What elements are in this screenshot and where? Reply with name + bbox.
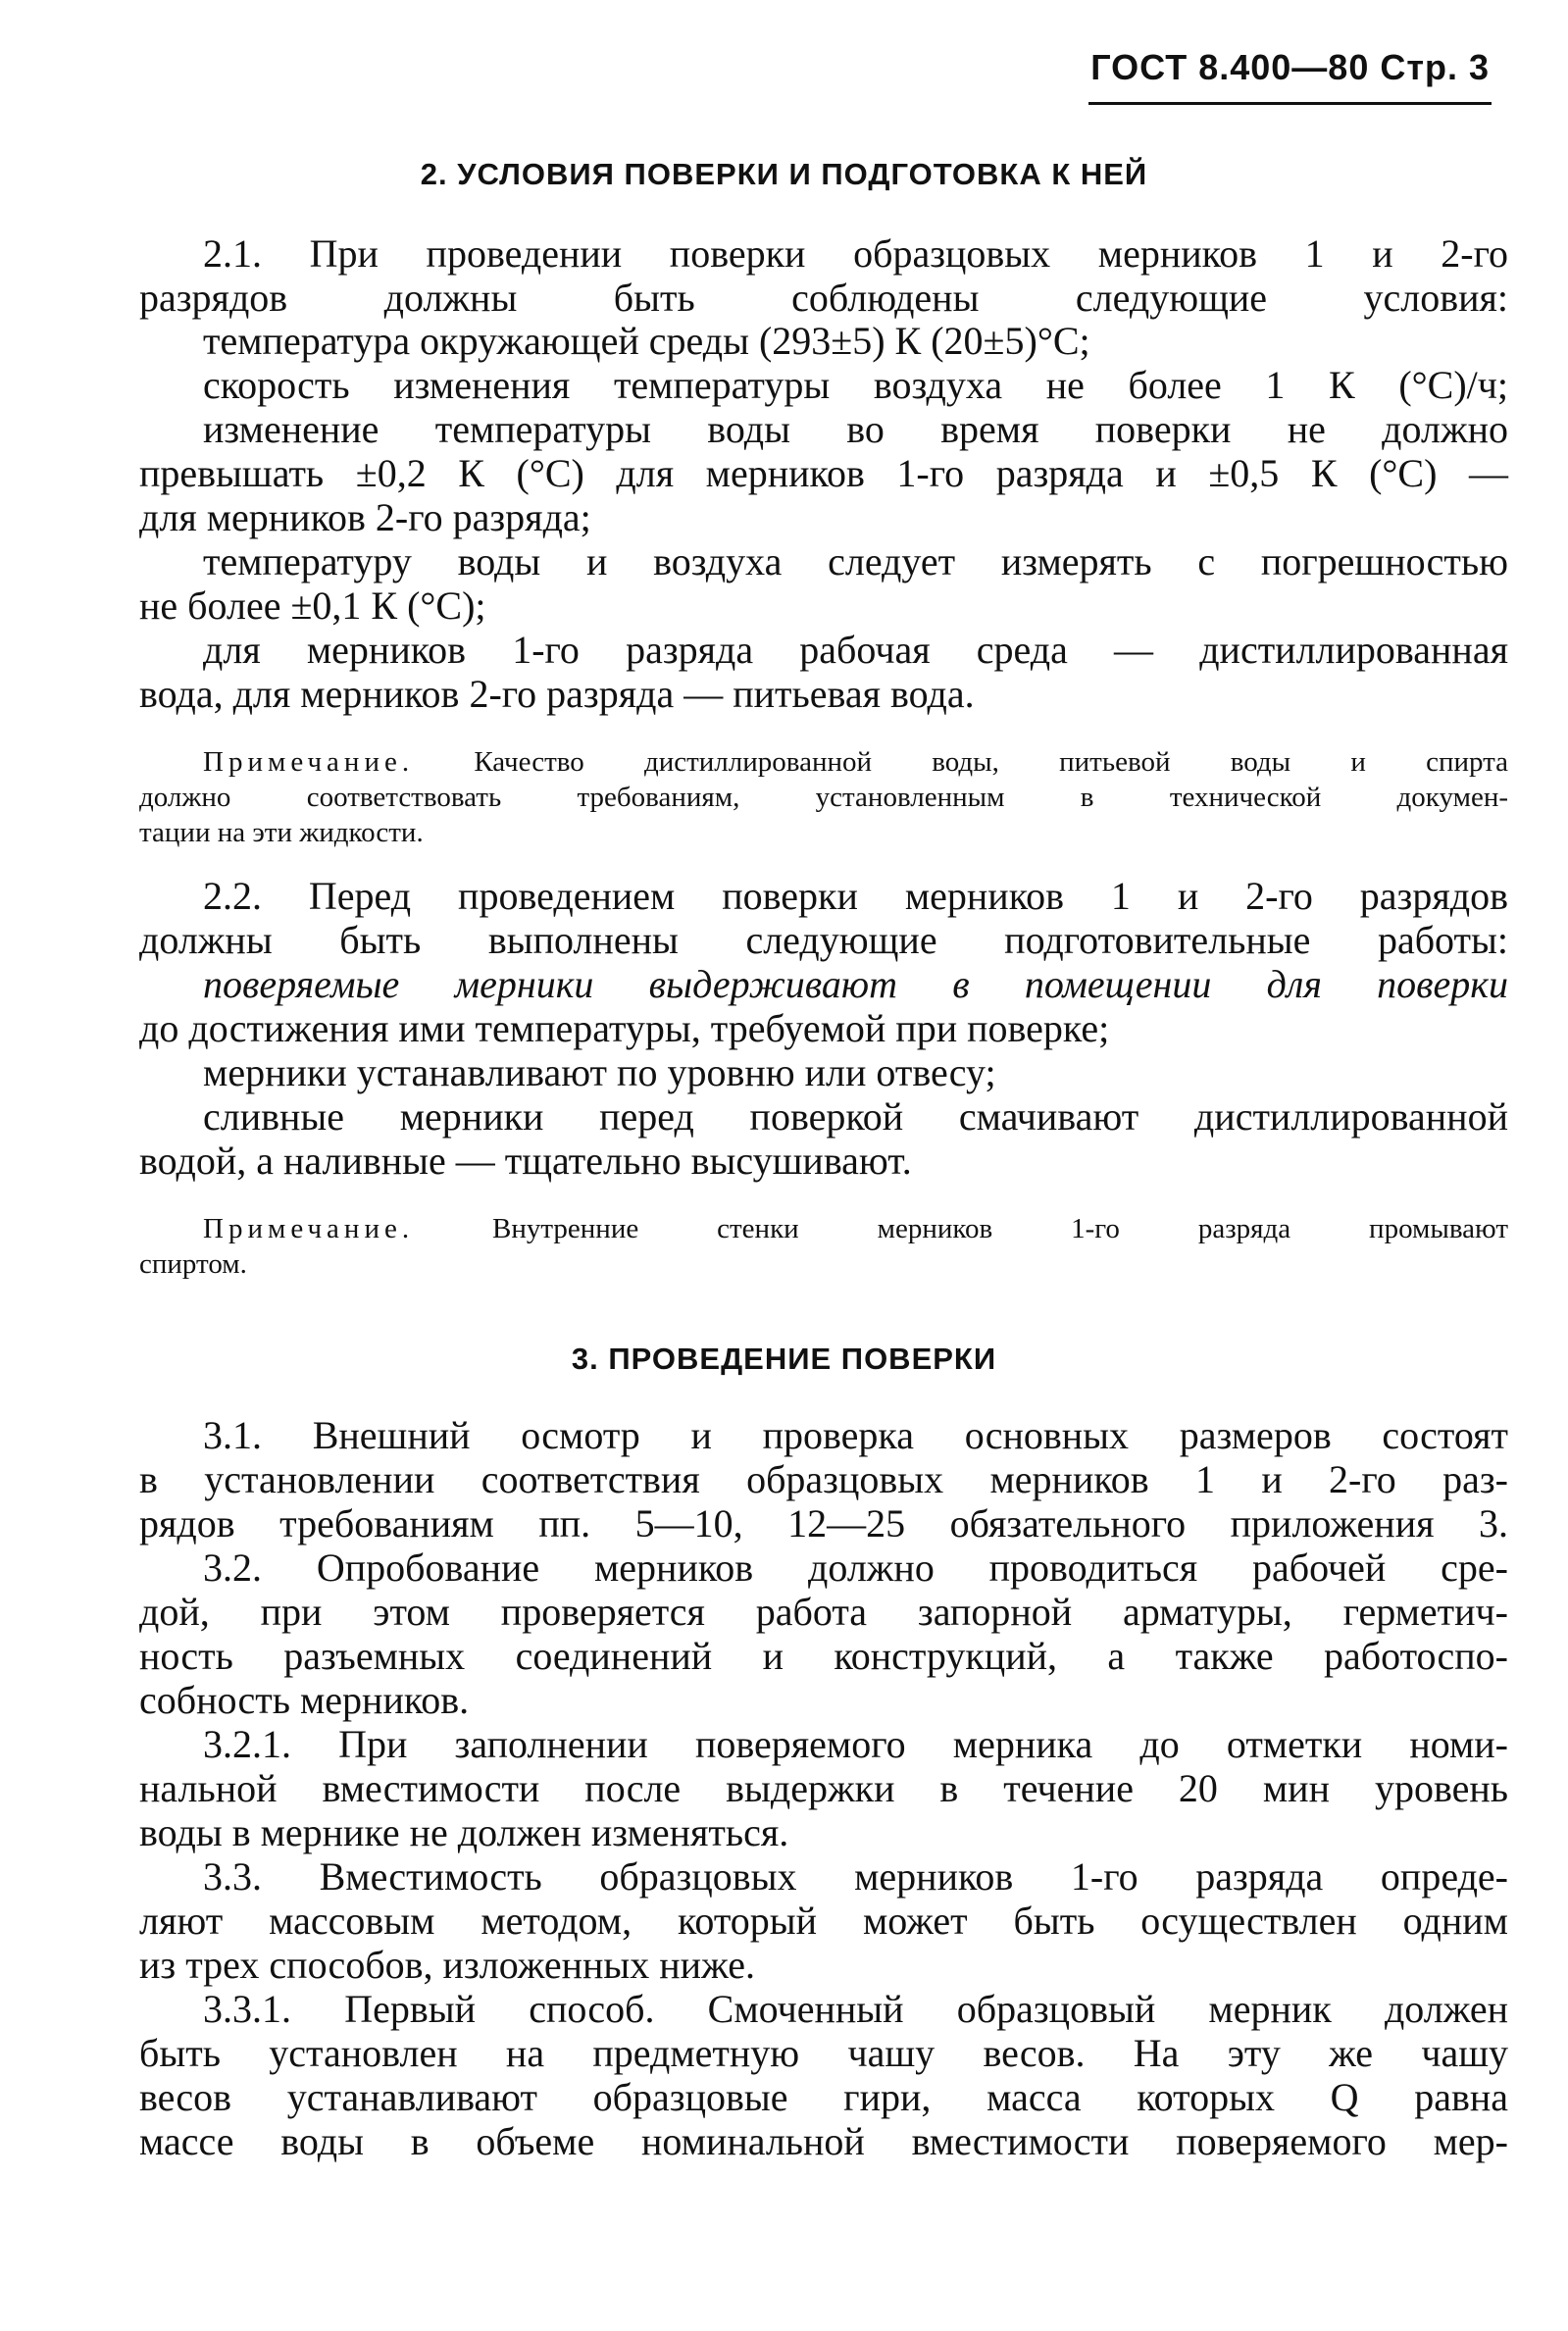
text-line: 3.3.1. Первый способ. Смоченный образцовый мерник должен — [203, 1987, 1508, 2031]
text-line: ляют массовым методом, который может быть осуществлен одним — [139, 1899, 1508, 1943]
page-header: ГОСТ 8.400—80 Стр. 3 — [1090, 47, 1490, 87]
text-line: рядов требованиям пп. 5—10, 12—25 обязательного приложения 3. — [139, 1501, 1508, 1546]
section-2-title: 2. УСЛОВИЯ ПОВЕРКИ И ПОДГОТОВКА К НЕЙ — [420, 157, 1148, 191]
note-line — [203, 745, 1508, 779]
note-label: Примечание. — [203, 1213, 415, 1244]
text-line: 3.1. Внешний осмотр и проверка основных размеров состоят — [203, 1413, 1508, 1457]
section-3-title: 3. ПРОВЕДЕНИЕ ПОВЕРКИ — [571, 1342, 997, 1376]
note-line: должно соответствовать требованиям, установленным в технической докумен- — [139, 782, 1508, 813]
text-line: температуру воды и воздуха следует измерять с погрешностью — [203, 539, 1508, 583]
text-line: ность разъемных соединений и конструкций, а также работоспо- — [139, 1634, 1508, 1678]
text-line: весов устанавливают образцовые гири, масса которых Q равна — [139, 2075, 1508, 2119]
text-line: вода, для мерников 2-го разряда — питьевая вода. — [139, 672, 975, 716]
text-line: 3.2.1. При заполнении поверяемого мерника до отметки номи- — [203, 1722, 1508, 1766]
header-rule — [1088, 102, 1492, 105]
text-line: водой, а наливные — тщательно высушивают. — [139, 1139, 912, 1183]
text-line: 3.3. Вместимость образцовых мерников 1-го разряда опреде- — [203, 1854, 1508, 1899]
text-line: до достижения ими температуры, требуемой при поверке; — [139, 1006, 1110, 1050]
note-line: спиртом. — [139, 1248, 247, 1280]
text-line: массе воды в объеме номинальной вместимости поверяемого мер- — [139, 2119, 1508, 2163]
text-line: не более ±0,1 К (°С); — [139, 583, 486, 628]
text-line: мерники устанавливают по уровню или отвесу; — [203, 1050, 996, 1094]
text-line: для мерников 1-го разряда рабочая среда — дистиллированная — [203, 628, 1508, 672]
note-line: тации на эти жидкости. — [139, 817, 424, 848]
note-text: Внутренние стенки мерников 1-го разряда промывают — [492, 1213, 1508, 1244]
text-line: превышать ±0,2 К (°С) для мерников 1-го разряда и ±0,5 К (°С) — — [139, 451, 1508, 495]
text-line: нальной вместимости после выдержки в течение 20 мин уровень — [139, 1766, 1508, 1810]
text-line: сливные мерники перед поверкой смачивают дистиллированной — [203, 1094, 1508, 1139]
text-line: быть установлен на предметную чашу весов. На эту же чашу — [139, 2031, 1508, 2075]
text-line: собность мерников. — [139, 1678, 470, 1722]
text-line: температура окружающей среды (293±5) К (20±5)°С; — [203, 319, 1090, 363]
text-line: из трех способов, изложенных ниже. — [139, 1943, 755, 1987]
text-line: 2.2. Перед проведением поверки мерников 1 и 2-го разрядов — [203, 874, 1508, 918]
text-line: воды в мернике не должен изменяться. — [139, 1810, 789, 1854]
text-line: скорость изменения температуры воздуха не более 1 К (°С)/ч; — [203, 363, 1508, 407]
text-line: должны быть выполнены следующие подготовительные работы: — [139, 918, 1508, 962]
note-line — [203, 1212, 1508, 1245]
text-line: 2.1. При проведении поверки образцовых мерников 1 и 2-го — [203, 231, 1508, 276]
text-line: изменение температуры воды во время поверки не должно — [203, 407, 1508, 451]
note-label: Примечание. — [203, 746, 415, 778]
note-text: Качество дистиллированной воды, питьевой воды и спирта — [474, 746, 1509, 778]
text-line: в установлении соответствия образцовых мерников 1 и 2-го раз- — [139, 1457, 1508, 1501]
text-line: поверяемые мерники выдерживают в помещении для поверки — [203, 962, 1508, 1006]
text-line: для мерников 2-го разряда; — [139, 495, 591, 539]
text-line: разрядов должны быть соблюдены следующие условия: — [139, 276, 1508, 320]
text-line: 3.2. Опробование мерников должно проводиться рабочей сре- — [203, 1546, 1508, 1590]
text-line: дой, при этом проверяется работа запорной арматуры, герметич- — [139, 1590, 1508, 1634]
